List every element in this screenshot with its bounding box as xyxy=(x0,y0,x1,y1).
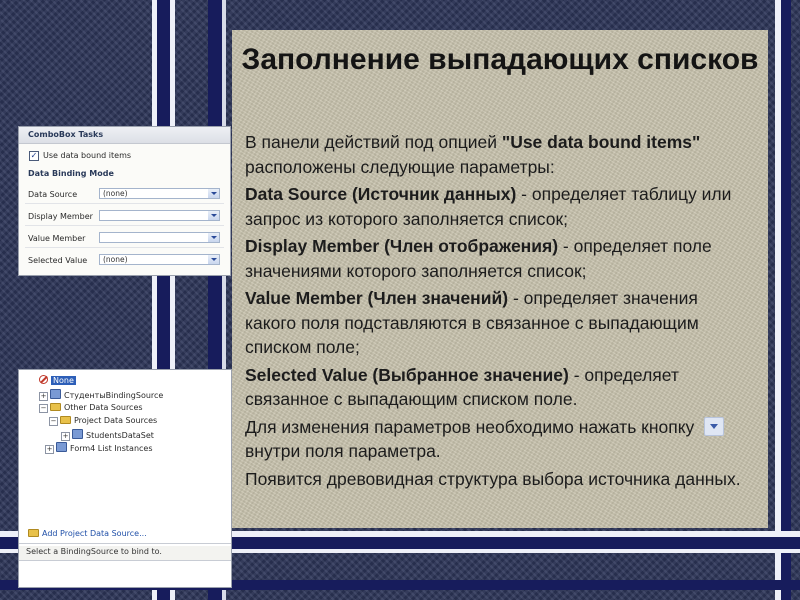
paragraph-bold: Data Source (Источник данных) xyxy=(245,184,517,204)
binding-source-icon xyxy=(50,389,61,399)
chevron-down-icon[interactable] xyxy=(208,189,219,198)
checkbox-label: Use data bound items xyxy=(43,151,132,160)
field-label-data-source: Data Source xyxy=(28,190,78,199)
tree-item-binding-source[interactable] xyxy=(39,389,163,400)
folder-icon xyxy=(60,416,71,424)
expand-icon[interactable]: + xyxy=(40,392,47,400)
tree-item-label: Other Data Sources xyxy=(64,403,143,412)
paragraph-text: В панели действий под опцией xyxy=(245,132,502,152)
paragraph-text: Для изменения параметров необходимо нажать кнопку xyxy=(245,416,695,437)
tree-item-label: Project Data Sources xyxy=(74,416,158,425)
checkmark-icon: ✓ xyxy=(30,151,38,160)
paragraph-intro xyxy=(245,130,750,179)
display-member-dropdown[interactable] xyxy=(99,210,220,221)
field-label-selected-value: Selected Value xyxy=(28,256,88,265)
section-label: Data Binding Mode xyxy=(28,169,114,178)
paragraph-text: - определяет связанное с выпадающим списком поле. xyxy=(245,364,679,409)
paragraph-tree xyxy=(245,467,750,492)
divider xyxy=(25,203,224,204)
field-label-value-member: Value Member xyxy=(28,234,86,243)
folder-icon xyxy=(50,403,61,411)
paragraph-text: расположены следующие параметры: xyxy=(245,156,555,177)
selected-value-dropdown[interactable] xyxy=(99,254,220,265)
status-bar xyxy=(19,546,231,560)
tree-item-label: Form4 List Instances xyxy=(70,444,153,453)
tree-item-other-data-sources[interactable] xyxy=(39,402,143,413)
content-panel xyxy=(232,30,768,528)
divider xyxy=(25,247,224,248)
data-source-dropdown[interactable] xyxy=(99,188,220,199)
paragraph-bold: Selected Value (Выбранное значение) xyxy=(245,364,569,385)
dropdown-value: (none) xyxy=(103,189,128,198)
paragraph-bold: Display Member (Член отображения) xyxy=(245,236,559,256)
panel-header-label: ComboBox Tasks xyxy=(28,130,104,139)
slide-body xyxy=(245,130,750,494)
combobox-tasks-panel xyxy=(18,126,231,276)
dropdown-value: (none) xyxy=(103,255,128,264)
dataset-icon xyxy=(72,429,83,439)
tree-item-label: None xyxy=(53,376,74,385)
paragraph-change-params xyxy=(245,415,750,464)
divider xyxy=(25,225,224,226)
dropdown-arrow-icon xyxy=(704,417,724,436)
collapse-icon[interactable]: − xyxy=(50,417,57,425)
chevron-down-icon[interactable] xyxy=(208,255,219,264)
list-instances-icon xyxy=(56,442,67,452)
chevron-down-icon[interactable] xyxy=(208,233,219,242)
paragraph-bold: Value Member (Член значений) xyxy=(245,288,509,308)
slide-title: Заполнение выпадающих списков xyxy=(241,43,759,76)
status-text: Select a BindingSource to bind to. xyxy=(26,547,162,556)
field-label-display-member: Display Member xyxy=(28,212,93,221)
binding-source-panel xyxy=(18,369,232,588)
panel-header xyxy=(19,127,230,144)
paragraph-text: Появится древовидная структура выбора источника данных. xyxy=(245,468,741,489)
paragraph-text: - определяет таблицу или запрос из которого заполняется список; xyxy=(245,184,732,229)
paragraph-text: внутри поля параметра. xyxy=(245,441,441,461)
tree-item-students-dataset[interactable] xyxy=(61,429,154,440)
none-icon xyxy=(39,375,48,384)
paragraph-selected-value xyxy=(245,363,750,412)
paragraph-data-source xyxy=(245,182,750,231)
paragraph-bold: "Use data bound items" xyxy=(501,132,701,152)
value-member-dropdown[interactable] xyxy=(99,232,220,243)
chevron-down-icon[interactable] xyxy=(208,211,219,220)
tree-item-none[interactable] xyxy=(39,375,76,386)
expand-icon[interactable]: + xyxy=(62,432,69,440)
paragraph-value-member xyxy=(245,286,750,360)
link-label: Add Project Data Source... xyxy=(42,529,147,538)
stripe-right-dark xyxy=(781,0,791,600)
collapse-icon[interactable]: − xyxy=(40,404,47,412)
tree-item-project-data-sources[interactable] xyxy=(49,415,157,426)
divider xyxy=(19,543,231,544)
add-project-data-source-link[interactable] xyxy=(28,529,147,538)
tree-item-label: СтудентыBindingSource xyxy=(64,391,164,400)
tree-item-form4-list-instances[interactable] xyxy=(45,442,153,453)
folder-add-icon xyxy=(28,529,39,537)
divider xyxy=(19,560,231,561)
paragraph-text: - определяет поле значениями которого заполняется список; xyxy=(245,236,712,281)
paragraph-text: - определяет значения какого поля подставляются в связанное с выпадающим списком поле; xyxy=(245,288,699,357)
use-data-bound-checkbox[interactable] xyxy=(29,151,39,161)
paragraph-display-member xyxy=(245,234,750,283)
expand-icon[interactable]: + xyxy=(46,445,53,453)
tree-item-label: StudentsDataSet xyxy=(86,431,154,440)
